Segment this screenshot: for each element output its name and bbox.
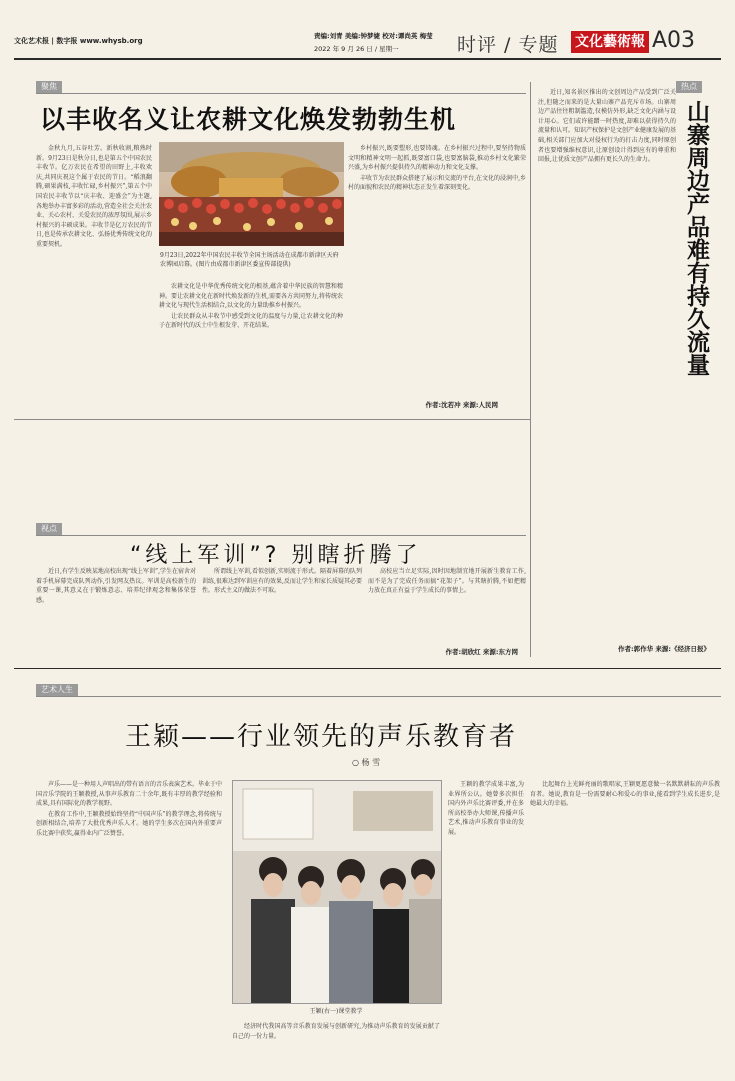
classroom-photo	[233, 781, 441, 1003]
article3-col3: 王颖的教学成果丰富,为业界所公认。她曾多次担任国内外声乐比赛评委,并在多所高校举办大师课,传播声乐艺术,推动声乐教育事业的发展。	[448, 781, 524, 836]
section-divider-2	[14, 668, 721, 669]
article3-bottom: 经济时代我国高等音乐教育发展与创新研究,为推动声乐教育的发展贡献了自己的一份力量。	[232, 1023, 440, 1040]
page-number: A03	[652, 28, 696, 53]
sidebar-byline: 作者:郭作华 来源:《经济日报》	[618, 645, 710, 653]
article1-photo	[159, 142, 344, 246]
article2-col2: 所谓线上军训,看似创新,实则流于形式。隔着屏幕的队列训练,很难达到军训应有的效果,反而让学生和家长质疑其必要性。形式主义的做法不可取。	[202, 568, 362, 595]
sidebar-tag: 热点	[676, 81, 702, 93]
article3-tag: 艺术人生	[36, 684, 78, 696]
article1-headline: 以丰收名义让农耕文化焕发勃勃生机	[40, 105, 457, 134]
article2-tag: 视点	[36, 523, 62, 535]
article1-photo-caption: 9月23日,2022年中国农民丰收节全国主场活动在成都市新津区天府农博园启幕。(图片由成都市新津区委宣传部提供)	[160, 252, 339, 268]
article2-col3: 高校应当立足实际,因时因地制宜地开展新生教育工作,而不是为了完成任务而搞“花架子”。与其瞎折腾,不如把精力放在真正有益于学生成长的事情上。	[368, 568, 526, 595]
sidebar-body: 近日,知名景区推出的文创周边产品受到广泛关注,但随之而来的是大量山寨产品充斥市场。山寨周边产品往往粗制滥造,仅模仿外形,缺乏文化内涵与设计用心。它们或许能蹭一时热度,却难以获得持久的流量和认可。知识产权保护是文创产业健康发展的基础,相关部门应加大对侵权行为的打击力度,同时原创者也要增强维权意识,让原创设计得到应有的尊重和回报,让优质文创产品拥有更长久的生命力。	[538, 89, 676, 164]
article3-photo-caption: 王颖(右一)课堂教学	[309, 1008, 363, 1015]
article2-headline: “线上军训”? 别瞎折腾了	[130, 543, 422, 568]
article3-photo	[232, 780, 442, 1004]
article1-tag: 聚焦	[36, 81, 62, 93]
article1-col3: 乡村振兴,既要塑形,也要铸魂。在乡村振兴过程中,要坚持物质文明和精神文明一起抓,既要富口袋,也要富脑袋,推动乡村文化繁荣兴盛,为乡村振兴提供持久的精神动力和文化支撑。 丰收节为农民群众搭建了展示和交流的平台,在文化的浸润中,乡村的面貌和农民的精神状态正发生着深刻变化。	[348, 145, 526, 192]
logo-text: 文化藝術報	[575, 34, 645, 50]
article1-col1: 金秋九月,五谷吐芳。新秋收割,粮熟时新。9月23日是秋分日,也是第五个中国农民丰收节。亿万农民在希望的田野上,丰收欢庆,共同庆祝这个属于农民的节日。“稻浪翻腾,硕果满枝,丰收忙碌,乡村振兴”,第五个中国农民丰收节以“庆丰收、迎盛会”为主题,各地举办丰富多彩的活动,营造全社会关注农业、关心农村、关爱农民的浓厚氛围,展示乡村振兴的丰硕成果。丰收节是亿万农民的节日,也是传承农耕文化、弘扬优秀传统文化的重要契机。	[36, 145, 152, 248]
newspaper-logo	[571, 31, 649, 53]
article3-author: ○ 杨 雪	[352, 758, 381, 767]
article1-tag-line	[36, 93, 526, 94]
article3-col1: 声乐——是一种用人声唱出的带有语言的音乐表演艺术。毕业于中国音乐学院的王颖教授,从事声乐教育二十余年,既有丰厚的教学经验和成果,具有国际化的教学视野。 在教育工作中,王颖教授始终坚持“中国声乐”的教学理念,将传统与创新相结合,培养了大批优秀声乐人才。她的学生多次在国内外重要声乐比赛中获奖,赢得业内广泛赞誉。	[36, 781, 222, 837]
article2-col1: 近日,有学生反映某地高校出现“线上军训”,学生在宿舍对着手机屏幕完成队列动作,引发网友热议。军训是高校新生的重要一课,其意义在于锻炼意志、培养纪律观念和集体荣誉感。	[36, 568, 196, 604]
article1-byline: 作者:沈若冲 来源:人民网	[425, 401, 498, 409]
article1-col2: 农耕文化是中华优秀传统文化的根基,蕴含着中华民族的智慧和精神。要让农耕文化在新时代焕发新的生机,需要各方共同努力,将传统农耕文化与现代生活相结合,以文化的力量助推乡村振兴。 让农民群众从丰收节中感受到文化的温度与力量,让农耕文化的种子在新时代的沃土中生根发芽、开花结果。	[159, 283, 343, 330]
article3-tag-line	[36, 696, 721, 697]
masthead-editors: 责编:刘青 美编:钟梦婕 校对:谭尚英 梅莹	[314, 32, 433, 40]
article3-col4: 比起舞台上光鲜亮丽的歌唱家,王颖更愿意做一名默默耕耘的声乐教育者。她说,教育是一份需要耐心和爱心的事业,能看到学生成长进步,是她最大的幸福。	[530, 781, 720, 808]
article3-headline: 王颖——行业领先的声乐教育者	[125, 722, 518, 752]
masthead-rule	[14, 58, 721, 60]
sidebar-title: 山寨周边产品难有持久流量	[683, 100, 709, 376]
section-title: 时评 / 专题	[457, 34, 559, 56]
masthead-date: 2022 年 9 月 26 日 / 星期一	[314, 45, 399, 53]
section-divider-1	[14, 419, 530, 420]
harvest-festival-photo	[159, 142, 344, 246]
masthead-left: 文化艺术报 | 数字报 www.whysb.org	[14, 37, 143, 45]
article2-byline: 作者:胡欣红 来源:东方网	[445, 648, 518, 656]
sidebar-divider	[530, 82, 531, 657]
article2-tag-line	[36, 535, 526, 536]
